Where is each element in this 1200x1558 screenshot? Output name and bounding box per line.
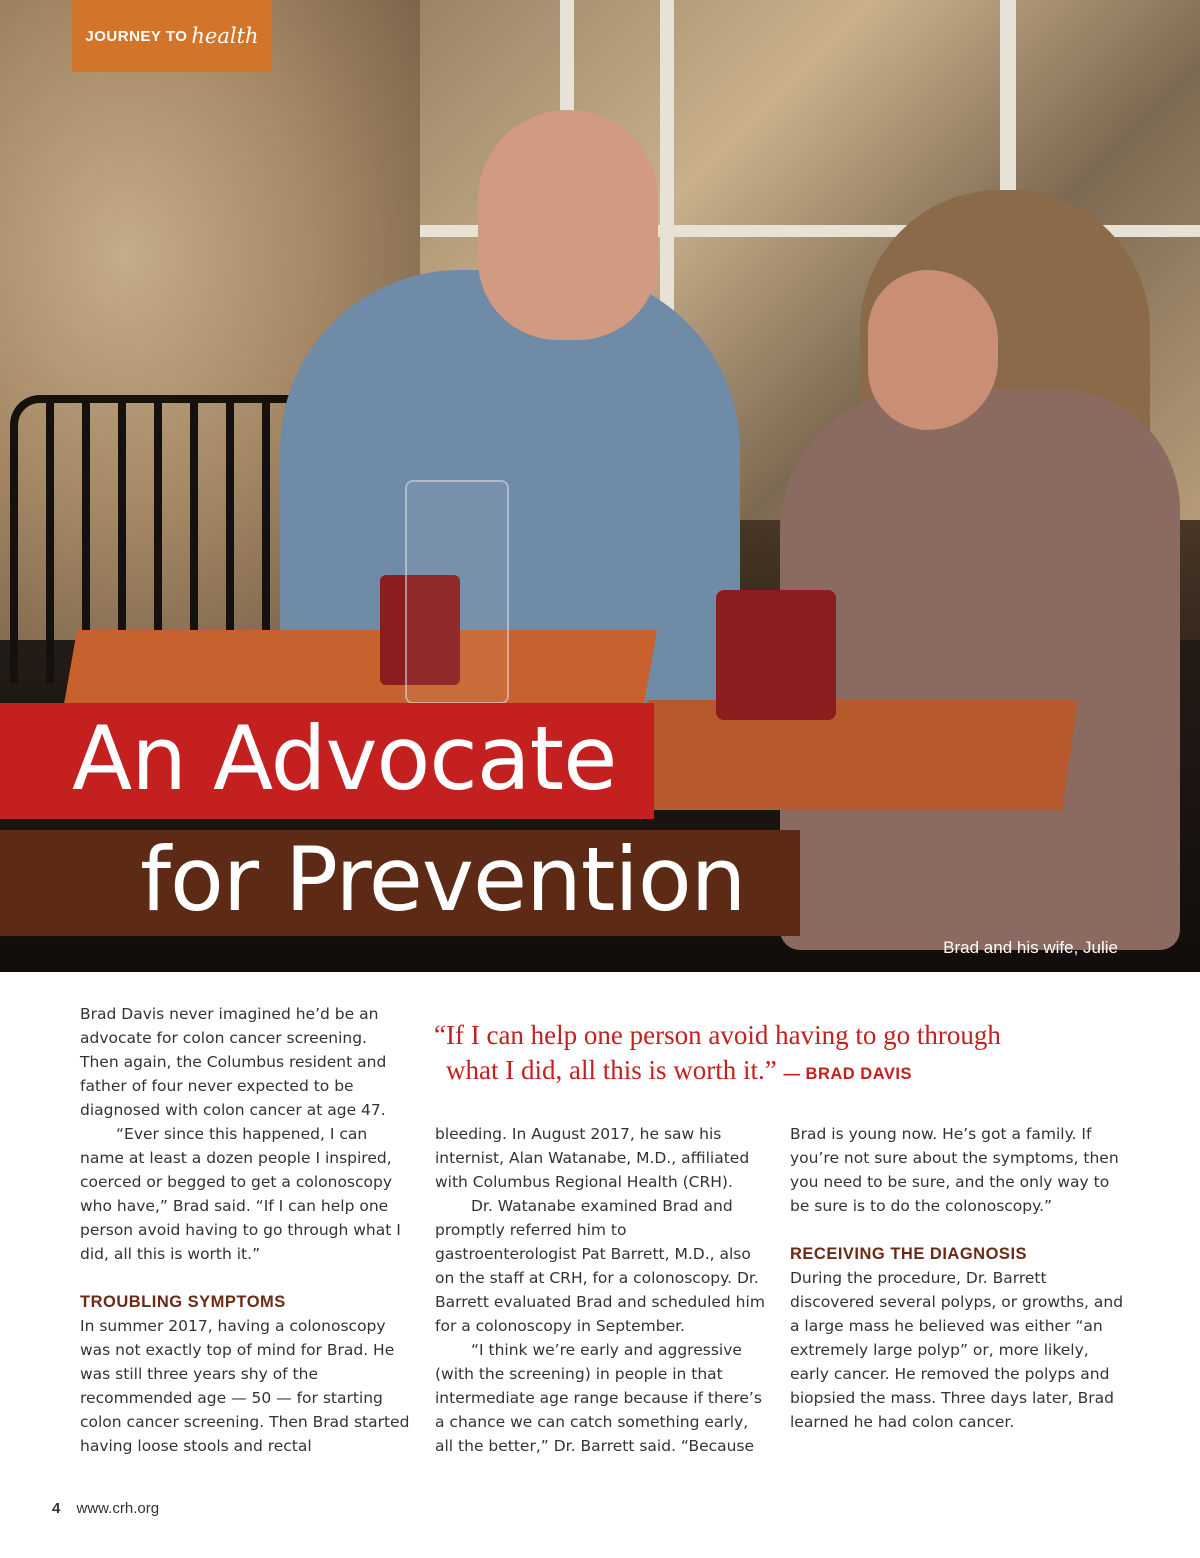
paragraph: In summer 2017, having a colonoscopy was not exactly top of mind for Brad. He was still three years shy of the recommended age — 50 — for starting colon cancer screening. Then Brad started having loose stools and rectal xyxy=(80,1317,410,1455)
paragraph: bleeding. In August 2017, he saw his internist, Alan Watanabe, M.D., affiliated with Columbus Regional Health (CRH). xyxy=(435,1125,750,1191)
candle-holder xyxy=(405,480,509,704)
placemat xyxy=(632,700,1077,810)
article-column-1 xyxy=(80,1002,410,1458)
pull-quote-attribution: — BRAD DAVIS xyxy=(783,1065,913,1083)
section-tag xyxy=(72,0,272,72)
section-heading: RECEIVING THE DIAGNOSIS xyxy=(790,1245,1028,1263)
paragraph: “Ever since this happened, I can name at least a dozen people I inspired, coerced or begged to get a colonoscopy who have,” Brad said. “If I can help one person avoid having to go through what I did, all this is worth it.” xyxy=(80,1125,401,1263)
title-line1: An Advocate xyxy=(72,707,617,810)
page-number: 4 xyxy=(52,1500,61,1517)
pull-quote-line2: what I did, all this is worth it.” xyxy=(446,1055,777,1085)
pull-quote-line1: “If I can help one person avoid having to go through xyxy=(434,1020,1001,1050)
section-tag-main: JOURNEY TO xyxy=(85,27,188,45)
page-footer xyxy=(52,1500,159,1517)
section-tag-script: health xyxy=(191,24,259,48)
title-bar-brown xyxy=(0,830,800,936)
placemat xyxy=(63,630,657,710)
paragraph: During the procedure, Dr. Barrett discovered several polyps, or growths, and a large mass he believed was either “an extremely large polyp” or, more likely, early cancer. He removed the polyps and biopsied the mass. Three days later, Brad learned he had colon cancer. xyxy=(790,1269,1124,1431)
photo-caption: Brad and his wife, Julie xyxy=(943,938,1118,957)
title-line2: for Prevention xyxy=(140,828,746,931)
section-heading: TROUBLING SYMPTOMS xyxy=(80,1293,286,1311)
photo-man-head xyxy=(478,110,658,340)
article-column-2 xyxy=(435,1122,770,1458)
paragraph: “I think we’re early and aggressive (with the screening) in people in that intermediate age range because if there’s a chance we can catch something early, all the better,” Dr. Barrett said. “Because xyxy=(435,1341,762,1455)
red-mug xyxy=(716,590,836,720)
photo-woman-face xyxy=(868,270,998,430)
pull-quote xyxy=(434,1018,1134,1092)
paragraph: Brad is young now. He’s got a family. If you’re not sure about the symptoms, then you need to be sure, and the only way to be sure is to do the colonoscopy.” xyxy=(790,1125,1119,1215)
paragraph: Brad Davis never imagined he’d be an advocate for colon cancer screening. Then again, the Columbus resident and father of four never expected to be diagnosed with colon cancer at age 47. xyxy=(80,1005,387,1119)
article-column-3 xyxy=(790,1122,1125,1434)
footer-url[interactable]: www.crh.org xyxy=(76,1500,160,1517)
photo-woman xyxy=(780,390,1180,950)
title-bar-red xyxy=(0,703,654,819)
paragraph: Dr. Watanabe examined Brad and promptly referred him to gastroenterologist Pat Barrett, M.D., also on the staff at CRH, for a colonoscopy. Dr. Barrett evaluated Brad and scheduled him for a colonoscopy in September. xyxy=(435,1197,765,1335)
